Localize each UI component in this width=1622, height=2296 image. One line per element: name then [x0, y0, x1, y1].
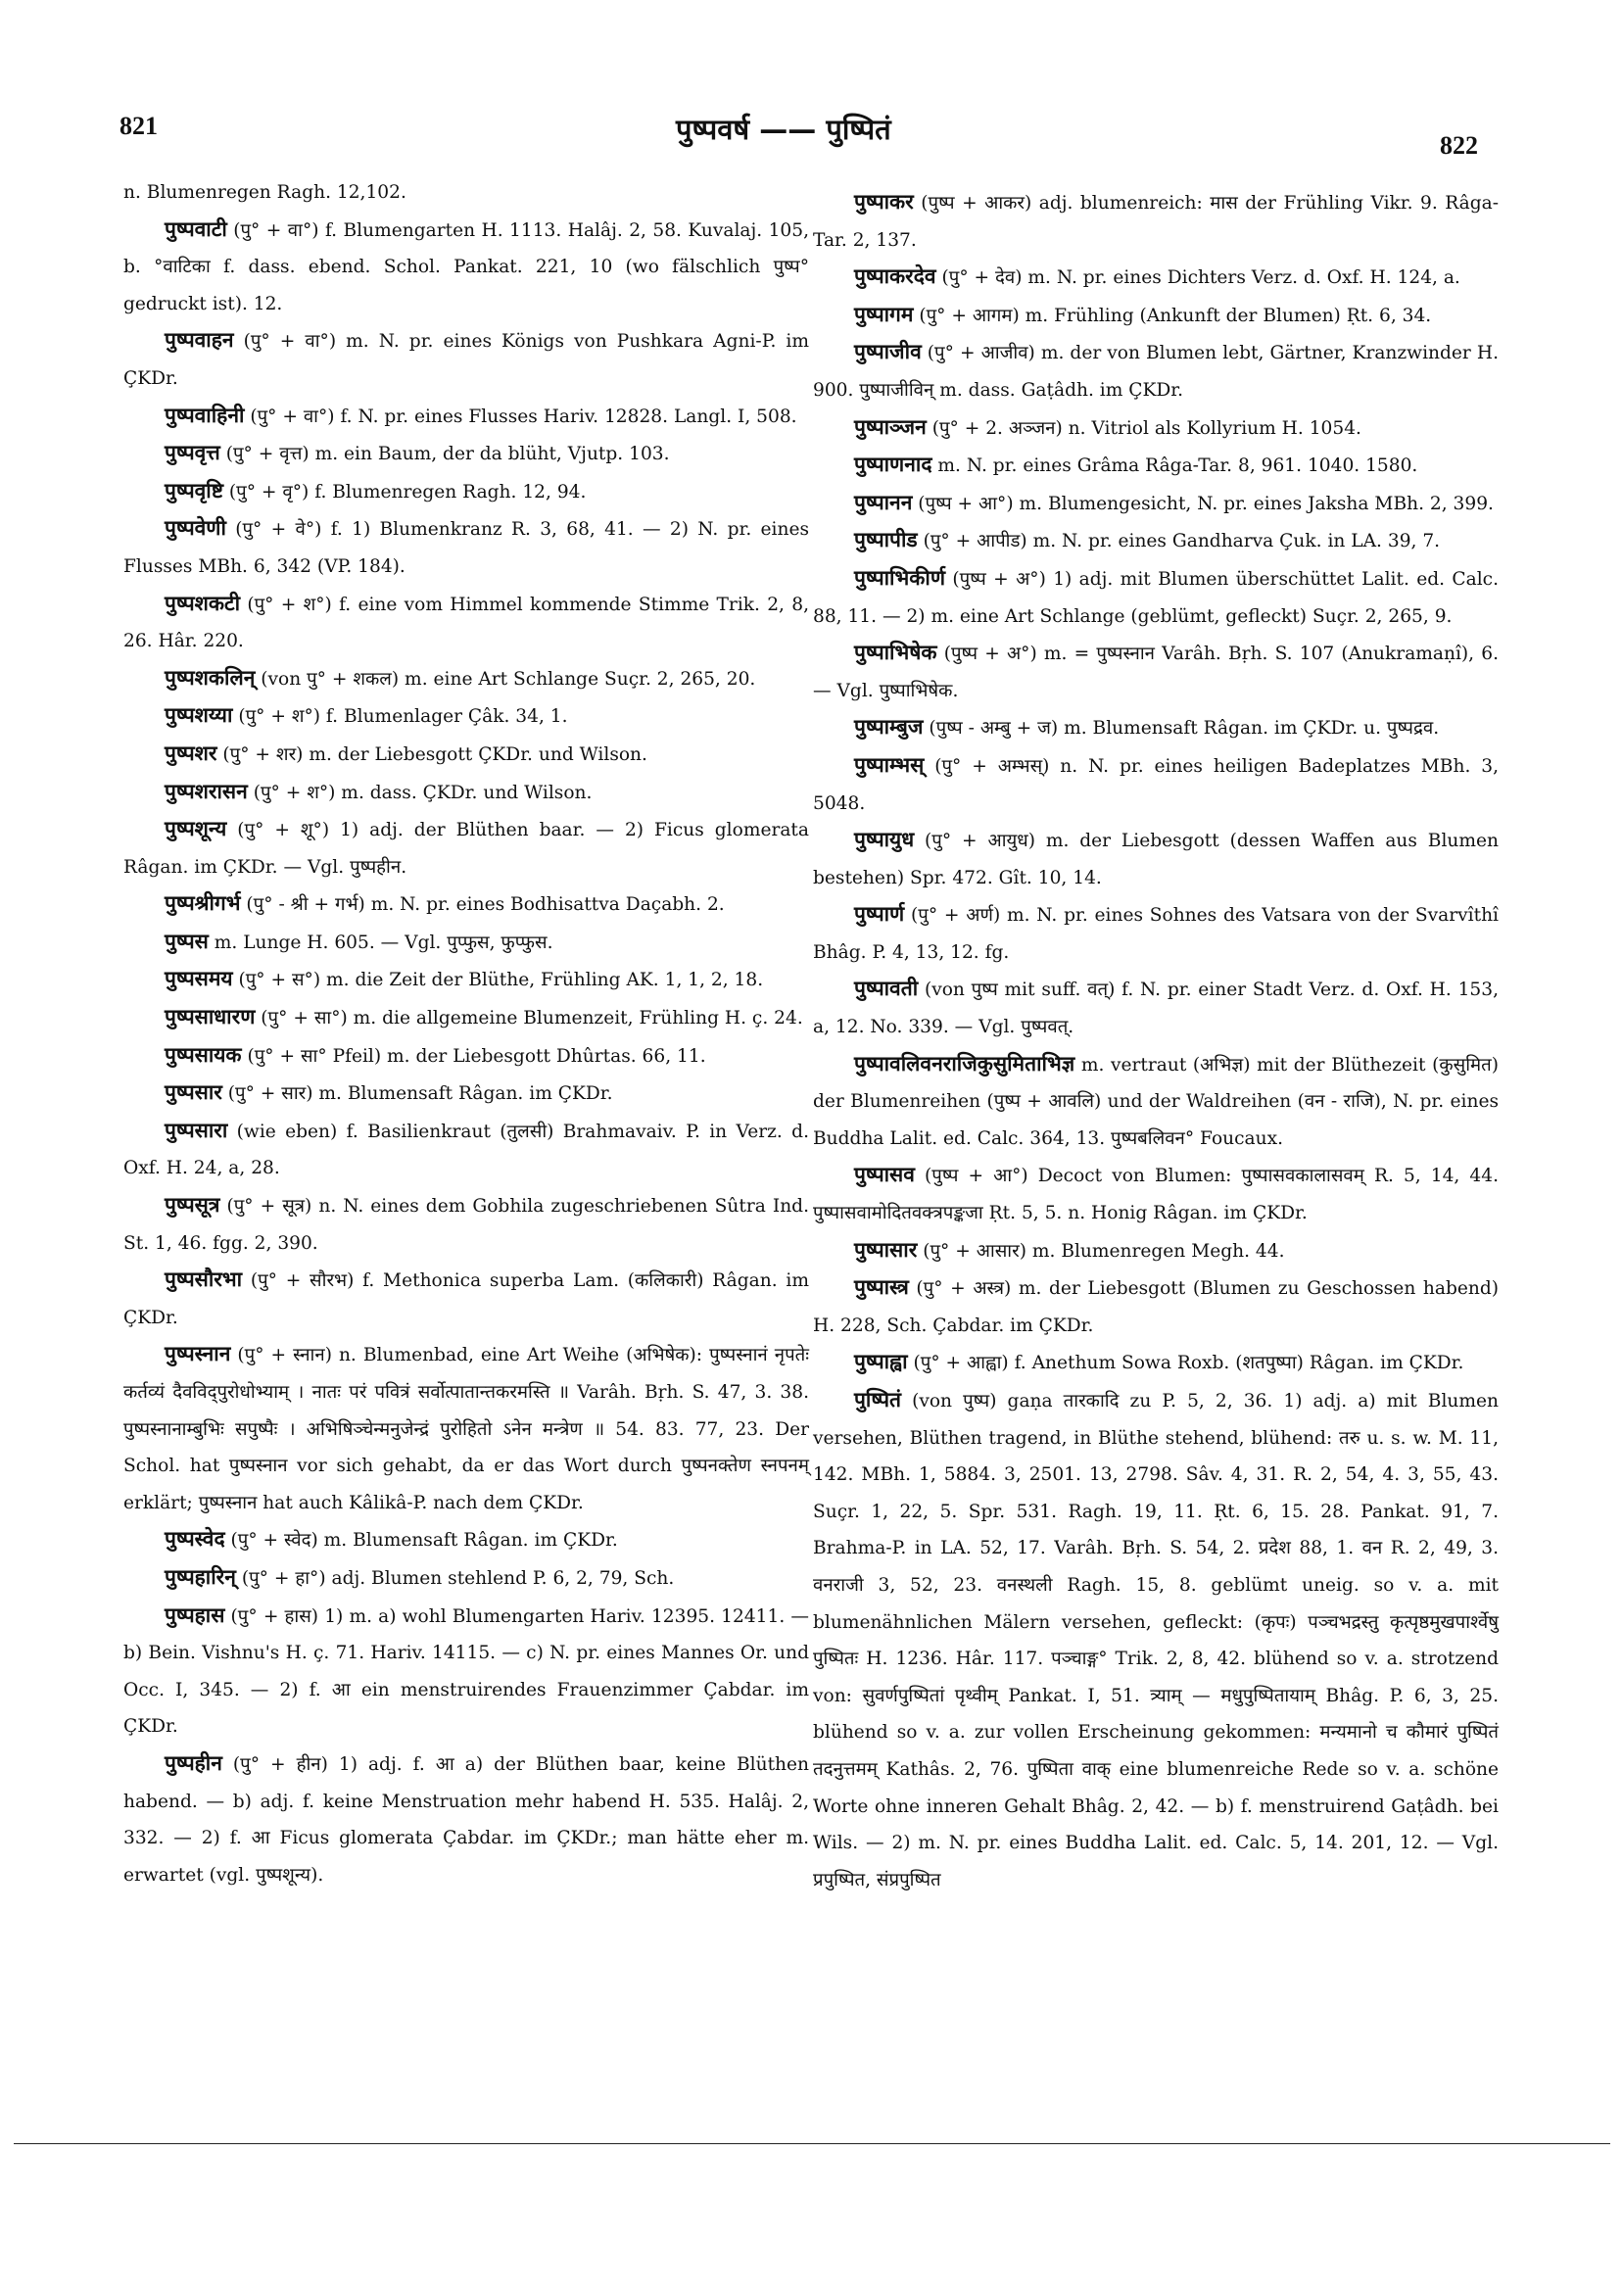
entry-text: (पु° + स°) m. die Zeit der Blüthe, Frühling AK. 1, 1, 2, 18.	[232, 970, 764, 991]
entry-text: (पु° + अर्ण) m. N. pr. eines Sohnes des Vatsara von der Svarvîthî Bhâg. P. 4, 13, 12. fg.	[813, 905, 1499, 963]
dictionary-entry	[813, 1232, 1499, 1270]
entry-text: (von पुष्प) gaṇa तारकादि zu P. 5, 2, 36. 1) adj. a) mit Blumen versehen, Blüthen tragend, in Blüthe stehend, blühend: तरु u. s. w. M. 11, 142. MBh. 1, 5884. 3, 2501. 13, 2798. Sâv. 4, 31. R. 2, 54, 4. 3, 55, 43. Suçr. 1, 22, 5. Spr. 531. Ragh. 19, 11. Ṛt. 6, 15. 28. Pankat. 91, 7. Brahma-P. in LA. 52, 17. Varâh. Bṛh. S. 54, 2. प्रदेश 88, 1. वन R. 2, 49, 3. वनराजी 3, 52, 23. वनस्थली Ragh. 15, 8. geblümt uneig. so v. a. mit blumenähnlichen Mälern versehen, gefleckt: (कृपः) पञ्चभद्रस्तु कृत्पृष्ठमुखपार्श्वेषु पुष्पितः H. 1236. Hâr. 117. पञ्चाङ्ग° Trik. 2, 8, 42. blühend so v. a. strotzend von: सुवर्णपुष्पितां पृथ्वीम् Pankat. I, 51. त्र्याम् — मधुपुष्पितायाम् Bhâg. P. 6, 3, 25. blühend so v. a. zur vollen Erscheinung gekommen: मन्यमानो च कौमारं पुष्पितं तदनुत्तमम् Kathâs. 2, 76. पुष्पिता वाक् eine blumenreiche Rede so v. a. schöne Worte ohne inneren Gehalt Bhâg. 2, 42. — b) f. menstruirend Gaṭâdh. bei Wils. — 2) m. N. pr. eines Buddha Lalit. ed. Calc. 5, 14. 201, 12. — Vgl. प्रपुष्पित, संप्रपुष्पित	[813, 1391, 1499, 1890]
entry-text: (von पु° + शकल) m. eine Art Schlange Suçr. 2, 265, 20.	[255, 668, 756, 690]
entry-text: (पु° + आगम) m. Frühling (Ankunft der Blumen) Ṛt. 6, 34.	[913, 305, 1432, 326]
dictionary-entry	[813, 896, 1499, 971]
entry-text: (पुष्प + अ°) 1) adj. mit Blumen überschüttet Lalit. ed. Calc. 88, 11. — 2) m. eine Art Schlange (geblümt, gefleckt) Suçr. 2, 265, 9.	[813, 568, 1499, 627]
entry-text: (पु° + हा°) adj. Blumen stehlend P. 6, 2, 79, Sch.	[235, 1567, 675, 1589]
entry-text: (पुष्प + आ°) m. Blumengesicht, N. pr. eines Jaksha MBh. 2, 399.	[912, 493, 1494, 514]
entry-text: m. vertraut (अभिज्ञ) mit der Blüthezeit (कुसुमित) der Blumenreihen (पुष्प + आवलि) und der Waldreihen (वन - राजि), N. pr. eines Buddha Lalit. ed. Calc. 364, 13. पुष्पबलिवन° Foucaux.	[813, 1054, 1499, 1149]
entry-headword: पुष्पाभिषेक	[854, 641, 937, 665]
dictionary-entry	[123, 1521, 809, 1559]
entry-headword: पुष्पसूत्र	[165, 1193, 220, 1218]
entry-text: (पुष्प + अ°) m. = पुष्पस्नान Varâh. Bṛh. S. 107 (Anukramaṇî), 6. — Vgl. पुष्पाभिषेक.	[813, 644, 1499, 701]
entry-headword: पुष्पाह्वा	[854, 1350, 908, 1374]
entry-text: (पु° + 2. अञ्जन) n. Vitriol als Kollyrium H. 1054.	[926, 417, 1361, 439]
entry-headword: पुष्पितं	[854, 1388, 902, 1411]
entry-headword: पुष्पाम्भस्	[854, 752, 925, 777]
dictionary-entry	[123, 999, 809, 1037]
entry-text: (पु° + सा° Pfeil) m. der Liebesgott Dhûrtas. 66, 11.	[241, 1045, 706, 1067]
dictionary-entry	[123, 697, 809, 736]
entry-text: (wie eben) f. Basilienkraut (तुलसी) Brahmavaiv. P. in Verz. d. Oxf. H. 24, a, 28.	[123, 1121, 809, 1179]
entry-text: (पु° + शू°) 1) adj. der Blüthen baar. — 2) Ficus glomerata Râgan. im ÇKDr. — Vgl. पुष्पहीन.	[123, 820, 809, 878]
entry-text: (पु° + वा°) f. N. pr. eines Flusses Hariv. 12828. Langl. I, 508.	[244, 406, 797, 427]
entry-text: (पु° + आपीड) m. N. pr. eines Gandharva Çuk. in LA. 39, 7.	[917, 531, 1441, 552]
dictionary-entry	[123, 736, 809, 774]
entry-text: (पु° + हीन) 1) adj. f. आ a) der Blüthen baar, keine Blüthen habend. — b) adj. f. keine Menstruation mehr habend H. 535. Halâj. 2, 332. — 2) f. आ Ficus glomerata Çabdar. im ÇKDr.; man hätte eher m. erwartet (vgl. पुष्पशून्य).	[123, 1753, 809, 1886]
entry-headword: पुष्पहीन	[165, 1750, 222, 1775]
entry-headword: पुष्पस्वेद	[165, 1527, 225, 1552]
entry-text: m. N. pr. eines Grâma Râga-Tar. 8, 961. 1040. 1580.	[931, 455, 1418, 477]
entry-headword: पुष्पसार	[165, 1080, 222, 1105]
dictionary-entry	[813, 485, 1499, 523]
entry-text: (पु° + श°) f. eine vom Himmel kommende Stimme Trik. 2, 8, 26. Hâr. 220.	[123, 594, 809, 652]
dictionary-entry	[813, 184, 1499, 259]
dictionary-entry	[123, 1187, 809, 1262]
dictionary-entry	[813, 259, 1499, 297]
entry-headword: पुष्पाञ्जन	[854, 414, 927, 439]
dictionary-entry	[123, 1559, 809, 1598]
entry-headword: पुष्पावती	[854, 977, 919, 1001]
dictionary-entry	[123, 1262, 809, 1336]
entry-text: (पु° + वे°) f. 1) Blumenkranz R. 3, 68, 41. — 2) N. pr. eines Flusses MBh. 6, 342 (VP. 184).	[123, 519, 809, 577]
dictionary-entry	[813, 1157, 1499, 1231]
entry-headword: पुष्पाकर	[854, 190, 914, 214]
entry-headword: पुष्पसौरभा	[165, 1268, 243, 1292]
dictionary-entry	[123, 1075, 809, 1113]
entry-text: (पु° + सा°) m. die allgemeine Blumenzeit, Frühling H. ç. 24.	[255, 1008, 803, 1029]
entry-headword: पुष्पायुध	[854, 828, 915, 852]
dictionary-entry	[123, 774, 809, 812]
dictionary-entry	[813, 1344, 1499, 1382]
dictionary-entry	[123, 1336, 809, 1521]
entry-text: (पु° + वृ°) f. Blumenregen Ragh. 12, 94.	[223, 481, 587, 502]
entry-headword: पुष्पाणनाद	[854, 453, 932, 477]
entry-headword: पुष्पवेणी	[165, 516, 226, 541]
entry-text: (पुष्प + आ°) Decoct von Blumen: पुष्पासवकालासवम् R. 5, 14, 44. पुष्पासवामोदितवक्त्रपङ्कजा Ṛt. 5, 5. n. Honig Râgan. im ÇKDr.	[813, 1166, 1499, 1224]
entry-headword: पुष्पाम्बुज	[854, 715, 924, 740]
dictionary-entry	[123, 510, 809, 585]
dictionary-entry	[123, 811, 809, 885]
entry-headword: पुष्पवाहिनी	[165, 403, 245, 427]
dictionary-entry	[123, 322, 809, 397]
entry-text: (पु° + सूत्र) n. N. eines dem Gobhila zugeschriebenen Sûtra Ind. St. 1, 46. fgg. 2, 390.	[123, 1196, 809, 1254]
dictionary-entry	[123, 1037, 809, 1076]
entry-text: (पु° + अस्त्र) m. der Liebesgott (Blumen zu Geschossen habend) H. 228, Sch. Çabdar. im ÇKDr.	[813, 1278, 1499, 1336]
entry-text: (पु° + शर) m. der Liebesgott ÇKDr. und Wilson.	[216, 743, 647, 765]
entry-headword: पुष्पासार	[854, 1237, 918, 1262]
entry-text: (पु° + हास) 1) m. a) wohl Blumengarten Hariv. 12395. 12411. — b) Bein. Vishnu's H. ç. 71. Hariv. 14115. — c) N. pr. eines Mannes Or. und Occ. I, 345. — 2) f. आ ein menstruirendes Frauenzimmer Çabdar. im ÇKDr.	[123, 1605, 809, 1738]
entry-headword: पुष्पवृत्त	[165, 441, 220, 465]
entry-text: (पु° + स्वेद) m. Blumensaft Râgan. im ÇKDr.	[224, 1530, 618, 1552]
entry-headword: पुष्पसायक	[165, 1042, 242, 1067]
left-column	[123, 174, 809, 1893]
entry-text: (पु° + देव) m. N. pr. eines Dichters Verz. d. Oxf. H. 124, a.	[935, 267, 1460, 289]
entry-headword: पुष्पाजीव	[854, 340, 922, 364]
dictionary-entry	[813, 971, 1499, 1045]
dictionary-entry	[123, 660, 809, 698]
dictionary-entry	[123, 212, 809, 323]
entry-headword: पुष्पहारिन्	[165, 1564, 236, 1589]
entry-text: (पु° + स्नान) n. Blumenbad, eine Art Weihe (अभिषेक): पुष्पस्नानं नृपतेः कर्तव्यं दैवविद्पुरोधोभ्याम् । नातः परं पवित्रं सर्वोत्पातान्तकरमस्ति ॥ Varâh. Bṛh. S. 47, 3. 38. पुष्पस्नानाम्बुभिः सपुष्पैः । अभिषिञ्चेन्मनुजेन्द्रं पुरोहितो ऽनेन मन्त्रेण ॥ 54. 83. 77, 23. Der Schol. hat पुष्पस्नान vor sich gehabt, da er das Wort durch पुष्पनक्तेण स्नपनम् erklärt; पुष्पस्नान hat auch Kâlikâ-P. nach dem ÇKDr.	[123, 1345, 809, 1513]
dictionary-entry	[813, 822, 1499, 896]
entry-text: (पु° - श्री + गर्भ) m. N. pr. eines Bodhisattva Daçabh. 2.	[240, 894, 725, 916]
dictionary-entry	[123, 174, 809, 212]
dictionary-entry	[813, 635, 1499, 709]
dictionary-entry	[813, 560, 1499, 635]
dictionary-entry	[123, 1598, 809, 1746]
entry-headword: पुष्पास्त्र	[854, 1275, 909, 1300]
entry-headword: पुष्पशरासन	[165, 779, 248, 803]
entry-headword: पुष्पागम	[854, 302, 914, 326]
entry-headword: पुष्पस्नान	[165, 1342, 231, 1366]
entry-headword: पुष्पसमय	[165, 967, 233, 991]
dictionary-entry	[813, 747, 1499, 822]
entry-text: m. Lunge H. 605. — Vgl. पुप्फुस, फुप्फुस.	[208, 932, 553, 953]
entry-headword: पुष्पशकटी	[165, 591, 241, 615]
dictionary-entry	[123, 473, 809, 511]
entry-text: (पु° + सार) m. Blumensaft Râgan. im ÇKDr.	[221, 1083, 613, 1105]
entry-text: (पु° + आजीव) m. der von Blumen lebt, Gärtner, Kranzwinder H. 900. पुष्पाजीविन् m. dass. Gaṭâdh. im ÇKDr.	[813, 343, 1499, 401]
dictionary-entry	[813, 1046, 1499, 1158]
entry-headword: पुष्पवाहन	[165, 328, 234, 353]
dictionary-entry	[123, 1113, 809, 1187]
dictionary-entry	[813, 334, 1499, 408]
entry-headword: पुष्पार्ण	[854, 902, 905, 927]
entry-headword: पुष्पशकलिन्	[165, 665, 256, 690]
entry-headword: पुष्पापीड	[854, 528, 918, 552]
entry-headword: पुष्पशय्या	[165, 703, 233, 728]
entry-headword: पुष्पाकरदेव	[854, 264, 936, 289]
entry-text: (पु° + अम्भस्) n. N. pr. eines heiligen Badeplatzes MBh. 3, 5048.	[813, 755, 1499, 814]
dictionary-entry	[813, 522, 1499, 560]
dictionary-entry	[813, 1382, 1499, 1898]
dictionary-entry	[123, 885, 809, 924]
entry-text: (पु° + वा°) f. Blumengarten H. 1113. Halâj. 2, 58. Kuvalaj. 105, b. °वाटिका f. dass. ebend. Schol. Pankat. 221, 10 (wo fälschlich पुष्प° gedruckt ist). 12.	[123, 219, 809, 314]
entry-text: (पु° + वृत्त) m. ein Baum, der da blüht, Vjutp. 103.	[219, 444, 670, 465]
dictionary-entry	[813, 297, 1499, 335]
entry-text: (पुष्प - अम्बु + ज) m. Blumensaft Râgan. im ÇKDr. u. पुष्पद्रव.	[923, 718, 1440, 740]
right-column	[813, 184, 1499, 1898]
entry-headword: पुष्पानन	[854, 490, 913, 514]
dictionary-entry	[813, 1269, 1499, 1344]
page-number-right: 822	[1440, 131, 1478, 160]
dictionary-entry	[813, 409, 1499, 448]
dictionary-entry	[123, 1746, 809, 1893]
dictionary-entry	[123, 924, 809, 962]
entry-headword: पुष्पावलिवनराजिकुसुमिताभिज्ञ	[854, 1051, 1075, 1076]
entry-headword: पुष्पशून्य	[165, 817, 227, 841]
entry-headword: पुष्पवृष्टि	[165, 478, 223, 502]
dictionary-entry	[123, 398, 809, 436]
entry-headword: पुष्पश्रीगर्भ	[165, 891, 241, 916]
entry-text: (पुष्प + आकर) adj. blumenreich: मास der Frühling Vikr. 9. Râga-Tar. 2, 137.	[813, 193, 1499, 251]
entry-headword: पुष्पवाटी	[165, 216, 227, 241]
entry-headword: पुष्पसारा	[165, 1118, 228, 1142]
entry-headword: पुष्पाभिकीर्ण	[854, 565, 946, 590]
dictionary-entry	[123, 586, 809, 660]
running-title: पुष्पवर्ष —— पुष्पितं	[676, 113, 891, 146]
dictionary-entry	[123, 435, 809, 473]
page-number-left: 821	[119, 112, 158, 140]
entry-text: (पु° + वा°) m. N. pr. eines Königs von Pushkara Agni-P. im ÇKDr.	[123, 331, 809, 389]
entry-headword: पुष्पासव	[854, 1163, 915, 1187]
entry-headword: पुष्पहास	[165, 1602, 225, 1627]
entry-text: (पु° + आसार) m. Blumenregen Megh. 44.	[917, 1240, 1285, 1262]
entry-text: (पु° + आह्वा) f. Anethum Sowa Roxb. (शतपुष्पा) Râgan. im ÇKDr.	[907, 1353, 1464, 1374]
dictionary-entry	[813, 447, 1499, 485]
entry-text: (पु° + श°) f. Blumenlager Çâk. 34, 1.	[232, 706, 568, 728]
page-header	[0, 106, 1622, 160]
entry-text: (पु° + आयुध) m. der Liebesgott (dessen Waffen aus Blumen bestehen) Spr. 472. Gît. 10, 14.	[813, 831, 1499, 888]
entry-text: n. Blumenregen Ragh. 12,102.	[123, 182, 406, 203]
entry-headword: पुष्पस	[165, 929, 209, 953]
entry-text: (पु° + श°) m. dass. ÇKDr. und Wilson.	[247, 782, 593, 803]
bottom-rule	[14, 2143, 1610, 2144]
dictionary-entry	[123, 961, 809, 999]
entry-headword: पुष्पशर	[165, 741, 217, 765]
entry-text: (von पुष्प mit suff. वत्) f. N. pr. einer Stadt Verz. d. Oxf. H. 153, a, 12. No. 339. — Vgl. पुष्पवत्.	[813, 980, 1499, 1038]
entry-text: (पु° + सौरभ) f. Methonica superba Lam. (कलिकारी) Râgan. im ÇKDr.	[123, 1270, 809, 1328]
dictionary-entry	[813, 709, 1499, 747]
entry-headword: पुष्पसाधारण	[165, 1005, 256, 1029]
